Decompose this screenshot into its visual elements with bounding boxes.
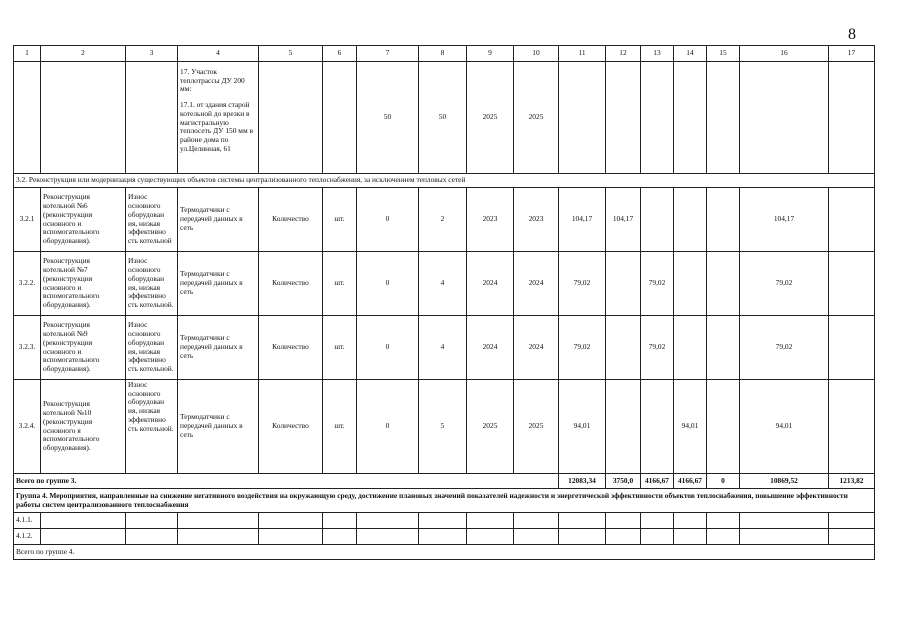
table-cell: [829, 316, 875, 380]
table-cell: 2024: [514, 252, 559, 316]
table-cell: [674, 252, 707, 316]
header-cell: 15: [707, 46, 740, 62]
table-cell: Износ основного оборудован ия, низкая эффективно сть котельной.: [126, 380, 178, 474]
table-cell: 0: [357, 188, 419, 252]
section-3-2-heading: 3.2. Реконструкция или модернизация существующих объектов системы централизованного теплоснабжения, за исключением тепловых сетей: [14, 174, 875, 188]
table-cell: 5: [419, 380, 467, 474]
table-cell: 2023: [514, 188, 559, 252]
table-cell: [259, 62, 323, 174]
table-cell: Реконструкция котельной №6 (реконструкция основного и вспомогательного оборудования).: [41, 188, 126, 252]
table-cell: [707, 252, 740, 316]
table-cell: Термодатчики с передачей данных в сеть: [178, 252, 259, 316]
investment-table: [13, 45, 875, 560]
header-row: [14, 46, 875, 62]
total-cell: 4166,67: [641, 474, 674, 489]
total-group-3-label: Всего по группе 3.: [14, 474, 559, 489]
header-cell: 5: [259, 46, 323, 62]
table-cell: шт.: [323, 380, 357, 474]
section-row: [14, 174, 875, 188]
page-number: 8: [848, 26, 856, 43]
header-cell: 8: [419, 46, 467, 62]
total-cell: 12083,34: [559, 474, 606, 489]
table-cell: Реконструкция котельной №10 (реконструкция основного я вспомогательного оборудования).: [41, 380, 126, 474]
table-cell: Количество: [259, 252, 323, 316]
header-cell: 14: [674, 46, 707, 62]
table-cell: [641, 62, 674, 174]
header-cell: 1: [14, 46, 41, 62]
section-17-1-text: 17.1. от здания старой котельной до врезки в магистральную теплосеть ДУ 150 мм в районе дома по ул.Целинная, 61: [180, 100, 253, 153]
header-cell: 3: [126, 46, 178, 62]
header-cell: 4: [178, 46, 259, 62]
table-cell: [707, 380, 740, 474]
total-row: [14, 545, 875, 560]
total-row: [14, 474, 875, 489]
table-cell: [606, 252, 641, 316]
table-cell: 4: [419, 252, 467, 316]
table-row: [14, 529, 875, 545]
table-cell: 2024: [514, 316, 559, 380]
table-cell: 94,01: [674, 380, 707, 474]
table-cell: 104,17: [606, 188, 641, 252]
table-cell: 79,02: [559, 316, 606, 380]
table-cell: Количество: [259, 188, 323, 252]
table-cell: 94,01: [559, 380, 606, 474]
table-cell: Количество: [259, 316, 323, 380]
row-number: 4.1.1.: [14, 513, 41, 529]
table-cell: [606, 380, 641, 474]
row-number: 3.2.1: [14, 188, 41, 252]
total-cell: 10869,52: [740, 474, 829, 489]
section-17-title: 17. Участок теплотрассы ДУ 200 мм:: [180, 67, 245, 94]
row-number: 3.2.3.: [14, 316, 41, 380]
table-cell: 2023: [467, 188, 514, 252]
table-cell: 2025: [514, 62, 559, 174]
table-row: [14, 316, 875, 380]
header-cell: 12: [606, 46, 641, 62]
table-cell: 0: [357, 380, 419, 474]
group-4-heading: Группа 4. Мероприятия, направленные на снижение негативного воздействия на окружающую среду, достижение плановых значений показателей надежности и энергетической эффективности объектов теплоснабжения, повышение эффективности работы систем централизованного теплоснабжения: [14, 489, 875, 513]
table-cell: [707, 62, 740, 174]
table-cell: [740, 62, 829, 174]
table-cell: 50: [419, 62, 467, 174]
table-cell: Износ основного оборудован ия, низкая эффективно сть котельной.: [126, 252, 178, 316]
total-cell: 4166,67: [674, 474, 707, 489]
table-cell: [606, 62, 641, 174]
table-cell: шт.: [323, 252, 357, 316]
header-cell: 17: [829, 46, 875, 62]
table-cell: Термодатчики с передачей данных в сеть: [178, 188, 259, 252]
table-cell: [606, 316, 641, 380]
table-cell: 79,02: [641, 252, 674, 316]
table-row: [14, 513, 875, 529]
table-cell: 2: [419, 188, 467, 252]
table-row: [14, 188, 875, 252]
table-cell: [707, 316, 740, 380]
table-cell: [41, 62, 126, 174]
header-cell: 16: [740, 46, 829, 62]
table-cell: 4: [419, 316, 467, 380]
table-cell: шт.: [323, 316, 357, 380]
group-row: [14, 489, 875, 513]
table-cell: [674, 188, 707, 252]
table-cell: [14, 62, 41, 174]
row-number: 4.1.2.: [14, 529, 41, 545]
table-row: [14, 62, 875, 174]
total-cell: 0: [707, 474, 740, 489]
table-cell: 79,02: [641, 316, 674, 380]
table-cell: 104,17: [740, 188, 829, 252]
header-cell: 9: [467, 46, 514, 62]
table-cell: [126, 62, 178, 174]
table-cell: Реконструкция котельной №9 (реконструкция основного и вспомогательного оборудования).: [41, 316, 126, 380]
table-cell: 79,02: [559, 252, 606, 316]
total-cell: 3750,0: [606, 474, 641, 489]
table-row: [14, 380, 875, 474]
total-group-4-label: Всего по группе 4.: [14, 545, 875, 560]
table-cell: 50: [357, 62, 419, 174]
table-cell: Реконструкция котельной №7 (реконструкция основного и вспомогательного оборудования).: [41, 252, 126, 316]
row-number: 3.2.4.: [14, 380, 41, 474]
table-cell: [674, 62, 707, 174]
table-cell: шт.: [323, 188, 357, 252]
header-cell: 13: [641, 46, 674, 62]
header-cell: 2: [41, 46, 126, 62]
table-cell: [674, 316, 707, 380]
table-cell: [829, 188, 875, 252]
total-cell: 1213,82: [829, 474, 875, 489]
table-cell: Износ основного оборудован ия, низкая эффективно сть котельной: [126, 188, 178, 252]
table-cell: 2024: [467, 316, 514, 380]
header-cell: 10: [514, 46, 559, 62]
table-cell: [641, 380, 674, 474]
table-cell: 2025: [467, 380, 514, 474]
table-cell: [323, 62, 357, 174]
table-cell: [559, 62, 606, 174]
table-cell: 2025: [514, 380, 559, 474]
header-cell: 11: [559, 46, 606, 62]
table-cell: [178, 62, 259, 174]
table-cell: 79,02: [740, 316, 829, 380]
header-cell: 6: [323, 46, 357, 62]
row-number: 3.2.2.: [14, 252, 41, 316]
header-cell: 7: [357, 46, 419, 62]
table-cell: 0: [357, 252, 419, 316]
table-cell: Количество: [259, 380, 323, 474]
table-cell: 79,02: [740, 252, 829, 316]
table-cell: [829, 252, 875, 316]
table-cell: Износ основного оборудован ия, низкая эффективно сть котельной.: [126, 316, 178, 380]
table-cell: Термодатчики с передачей данных в сеть: [178, 380, 259, 474]
table-cell: [707, 188, 740, 252]
table-cell: 2025: [467, 62, 514, 174]
table-cell: 2024: [467, 252, 514, 316]
table-cell: 94,01: [740, 380, 829, 474]
table-cell: Термодатчики с передачей данных в сеть: [178, 316, 259, 380]
table-cell: [829, 62, 875, 174]
table-cell: [641, 188, 674, 252]
table-cell: [829, 380, 875, 474]
table-cell: 104,17: [559, 188, 606, 252]
table-row: [14, 252, 875, 316]
table-cell: 0: [357, 316, 419, 380]
